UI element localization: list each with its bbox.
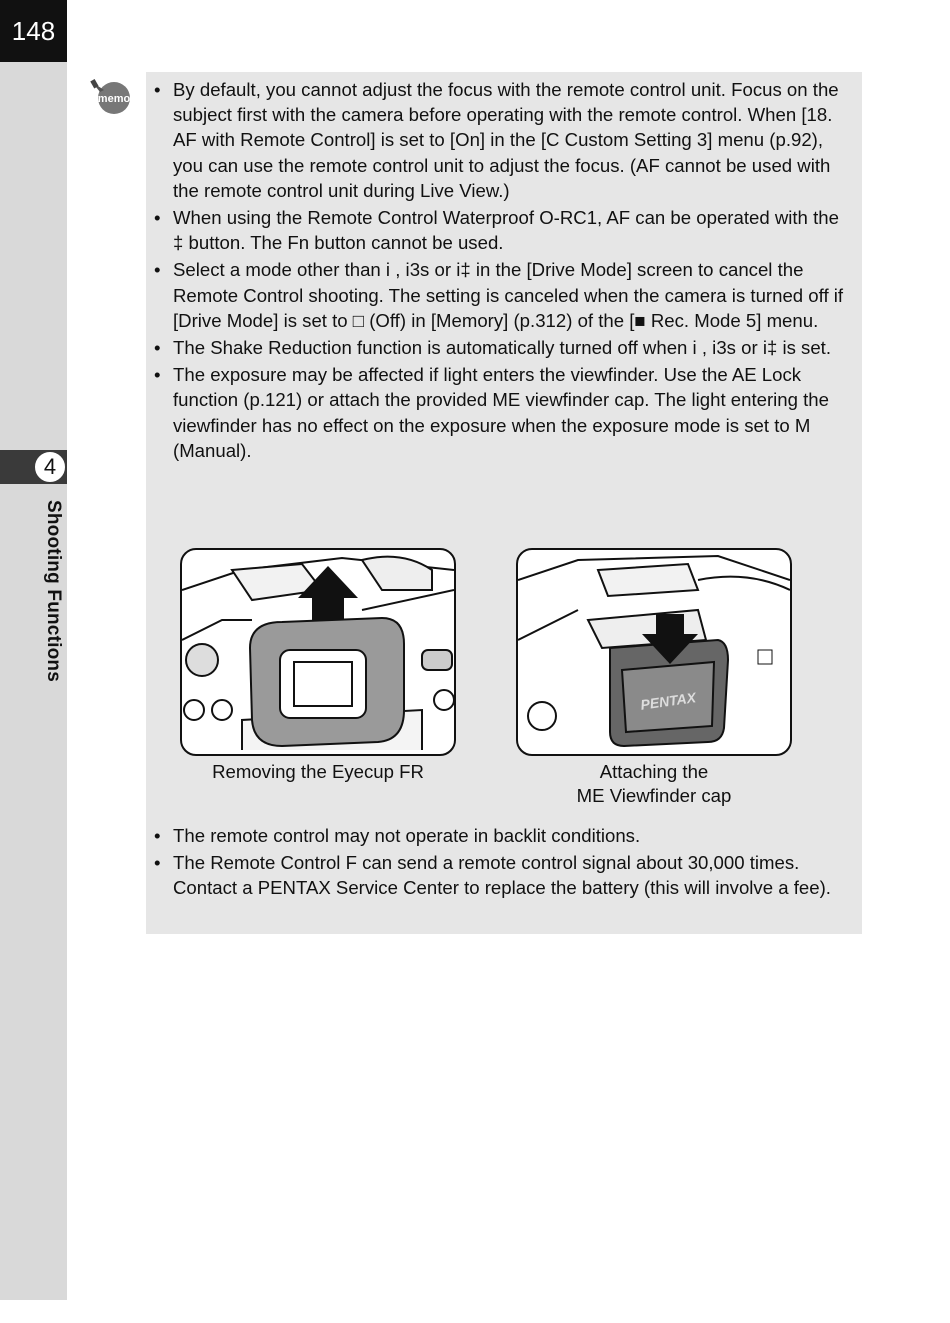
viewfinder-cap-illustration [516, 548, 792, 756]
memo-bullets-bottom [152, 823, 854, 903]
memo-bullet: • The remote control may not operate in backlit conditions. [152, 823, 854, 848]
memo-bullet: • By default, you cannot adjust the focus with the remote control unit. Focus on the subject first with the camera before operating with the remote control. When [18. AF with Remote Control] is set to [On] in the [C Custom Setting 3] menu (p.92), you can use the remote control unit to adjust the focus. (AF cannot be used with the remote control unit during Live View.) [152, 77, 854, 203]
figure-caption-right-line1: Attaching the [599, 761, 709, 782]
sidebar-footer [0, 1300, 67, 1323]
figure-caption-right-line2: ME Viewfinder cap [576, 785, 732, 806]
memo-bullets-top [152, 77, 854, 465]
chapter-title: Shooting Functions [43, 500, 64, 682]
chapter-number: 4 [34, 451, 66, 483]
memo-icon [88, 78, 132, 116]
eyecup-removal-illustration [180, 548, 456, 756]
pentax-cap-logo: PENTAX [639, 689, 697, 713]
memo-bullet: • The exposure may be affected if light enters the viewfinder. Use the AE Lock function (p.121) or attach the provided ME viewfinder cap. The light entering the viewfinder has no effect on the exposure when the exposure mode is set to M (Manual). [152, 362, 854, 463]
memo-bullet: • Select a mode other than i , i3s or i‡ in the [Drive Mode] screen to cancel the Remote Control shooting. The setting is canceled when the camera is turned off if [Drive Mode] is set to □ (Off) in [Memory] (p.312) of the [■ Rec. Mode 5] menu. [152, 257, 854, 333]
memo-bullet: • The Shake Reduction function is automatically turned off when i , i3s or i‡ is set. [152, 335, 854, 360]
page-number: 148 [0, 0, 67, 62]
memo-bullet: • The Remote Control F can send a remote control signal about 30,000 times. Contact a PENTAX Service Center to replace the battery (this will involve a fee). [152, 850, 854, 900]
memo-icon-label: memo [97, 93, 131, 105]
figure-caption-right [516, 760, 792, 808]
memo-bullet: • When using the Remote Control Waterproof O-RC1, AF can be operated with the ‡ button. The Fn button cannot be used. [152, 205, 854, 255]
figure-caption-left: Removing the Eyecup FR [212, 761, 424, 782]
